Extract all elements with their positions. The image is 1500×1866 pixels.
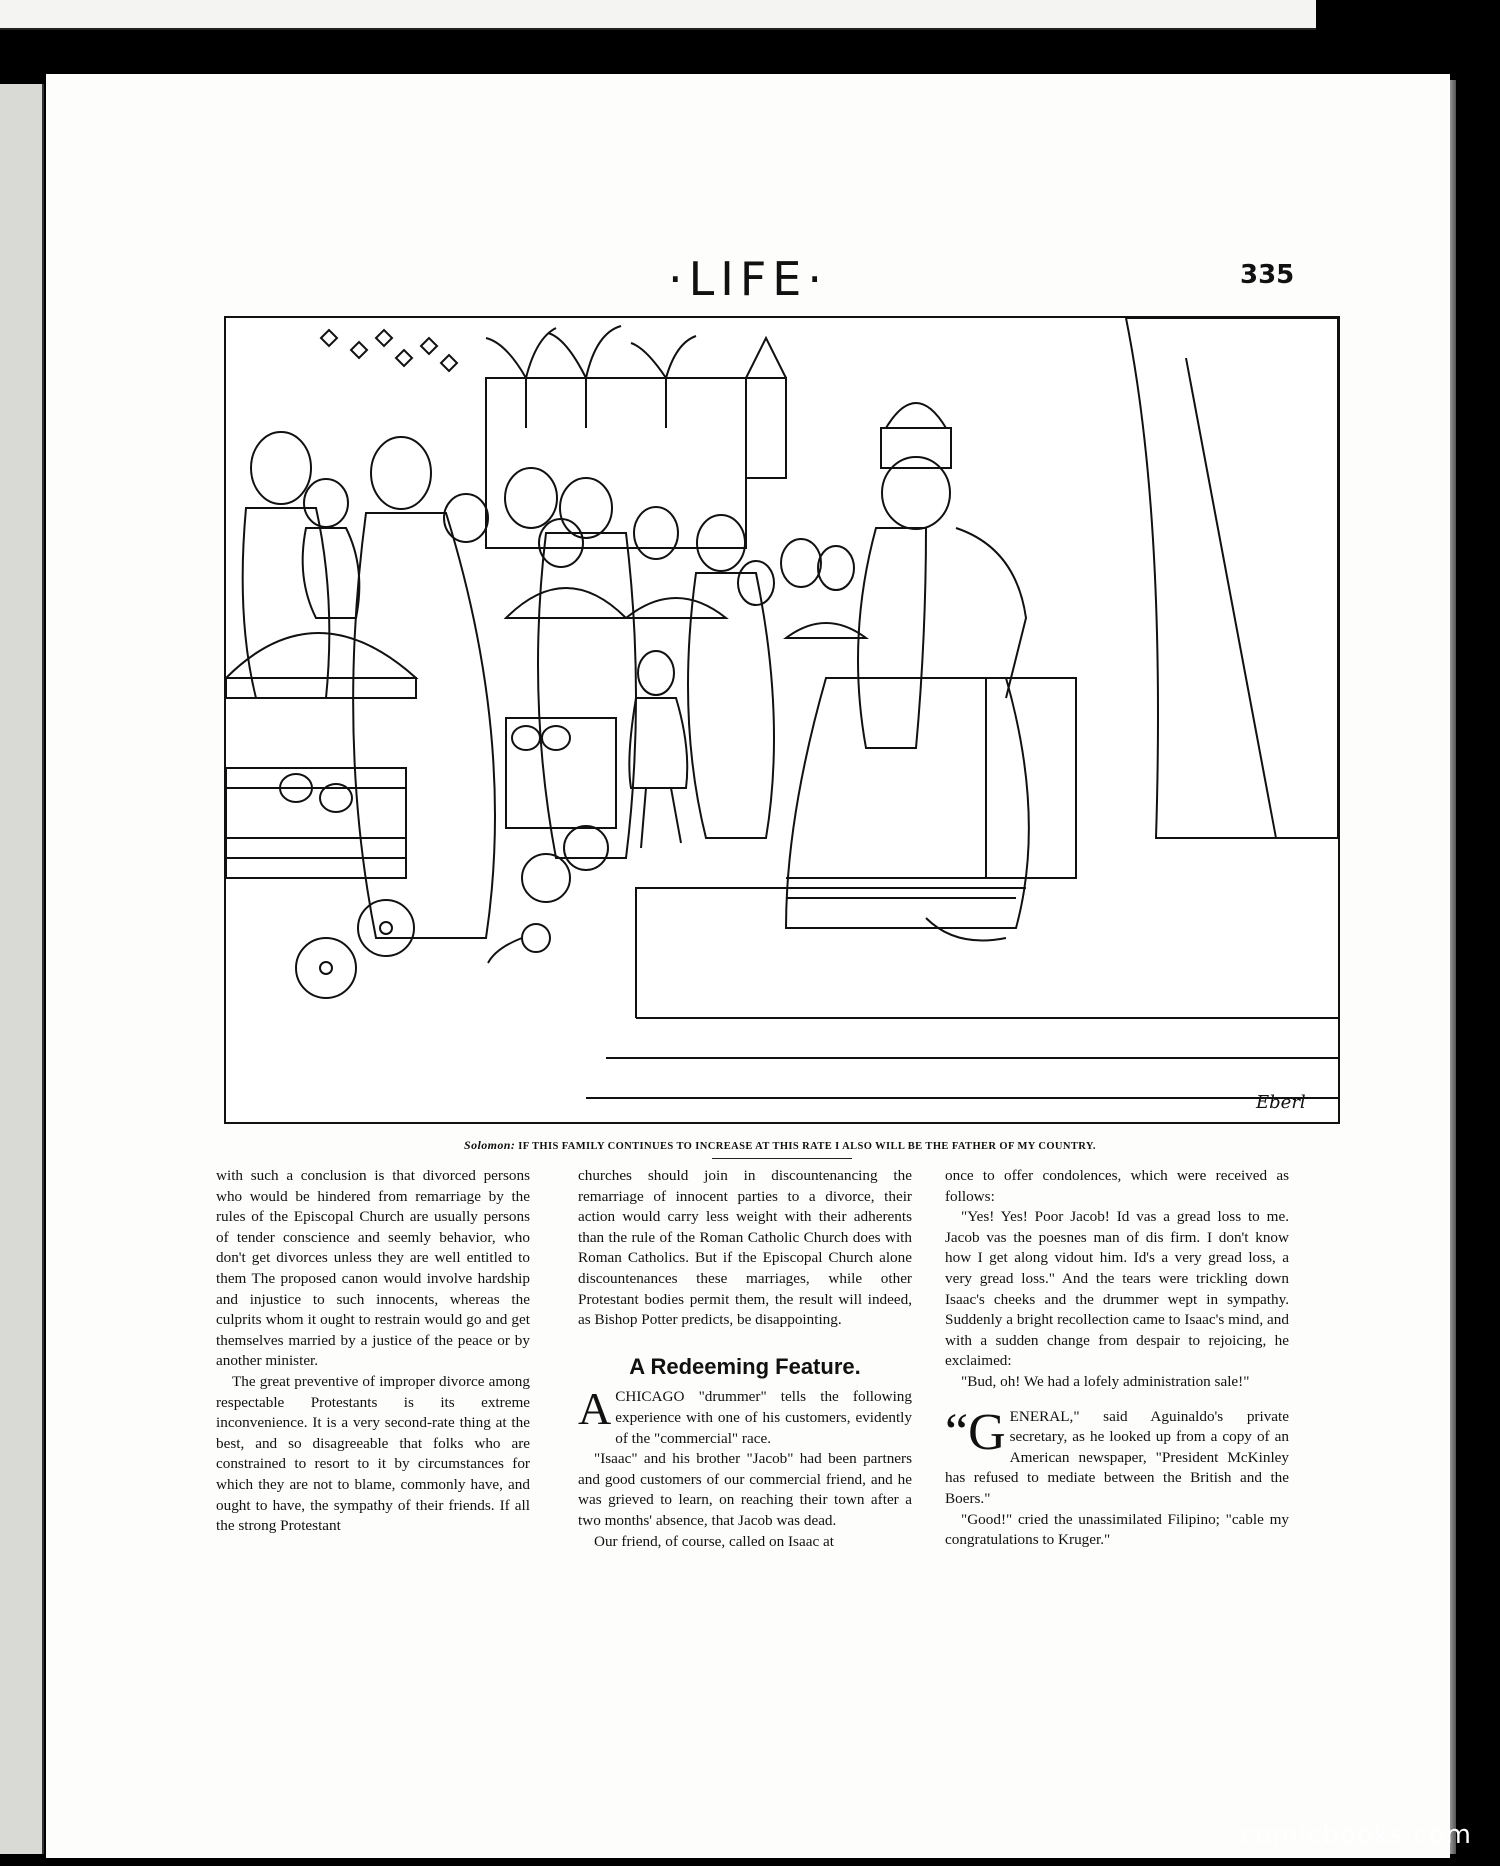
paragraph: "Bud, oh! We had a lofely administration sale!": [961, 1372, 1250, 1390]
cartoon-drawing: [226, 318, 1338, 1122]
text-column-1: [216, 1166, 530, 1537]
text-column-2: [578, 1166, 912, 1552]
text-column-3: [945, 1166, 1289, 1551]
paragraph: "Good!" cried the unassimilated Filipino; "cable my congratulations to Kruger.": [945, 1510, 1289, 1549]
paragraph: "Yes! Yes! Poor Jacob! Id vas a gread loss to me. Jacob vas the poesnes man of dis firm. I don't know how I get along vidout him. Id's a very gread loss, a very gread loss." And the tears were trickling down Isaac's cheeks and the drummer wept in sympathy. Suddenly a bright recollection came to Isaac's mind, and with a sudden change from despair to rejoicing, he exclaimed:: [945, 1208, 1289, 1370]
article-first-text: CHICAGO "drummer" tells the following experience with one of his customers, evidently of the "commercial" race.: [615, 1388, 912, 1447]
magazine-page: [46, 74, 1450, 1858]
caption-speaker: Solomon:: [464, 1138, 516, 1152]
drop-cap: “G: [945, 1403, 1006, 1461]
paragraph: with such a conclusion is that divorced persons who would be hindered from remarriage by the rules of the Episcopal Church are usually persons of tender conscience and seemly behavior, who don't get divorces unless they are well entitled to them The proposed canon would involve hardship and injustice to such innocents, whereas the culprits whom it ought to restrain would go and get themselves married by a justice of the peace or by another minister.: [216, 1167, 530, 1370]
joke-first-text: ENERAL," said Aguinaldo's private secretary, as he looked up from a copy of an American newspaper, "President McKinley has refused to mediate between the British and the Boers.": [945, 1407, 1289, 1507]
article-first-paragraph: [578, 1383, 912, 1449]
caption-rule: [712, 1158, 852, 1159]
caption-text: IF THIS FAMILY CONTINUES TO INCREASE AT THIS RATE I ALSO WILL BE THE FATHER OF MY COUNTRY.: [518, 1141, 1096, 1152]
watermark: comicbooks.com: [1240, 1820, 1472, 1850]
binding-margin: [0, 84, 44, 1854]
paragraph: "Isaac" and his brother "Jacob" had been partners and good customers of our commercial friend, and he was grieved to learn, on reaching their town after a two months' absence, that Jacob was dead.: [578, 1450, 912, 1529]
cartoon-caption: [224, 1138, 1336, 1153]
paragraph: churches should join in discountenancing the remarriage of innocent parties to a divorce, their action would carry less weight with their adherents than the rule of the Roman Catholic Church does with Roman Catholics. But if the Episcopal Church alone discountenances these marriages, while other Protestant bodies permit them, the result will indeed, as Bishop Potter predicts, be disappointing.: [578, 1167, 912, 1329]
cartoon-illustration: [224, 316, 1340, 1124]
article-title: A Redeeming Feature.: [629, 1353, 861, 1379]
paragraph: Our friend, of course, called on Isaac at: [594, 1532, 834, 1550]
drop-cap: A: [578, 1383, 612, 1435]
page-number: 335: [1240, 260, 1295, 290]
joke-first-paragraph: [945, 1403, 1289, 1510]
previous-page-strip: [0, 0, 1316, 30]
artist-signature: Eberl: [1256, 1092, 1306, 1113]
paragraph: The great preventive of improper divorce among respectable Protestants is its extreme inconvenience. It is a very second-rate thing at the best, and so disagreeable that folks who are constrained to resort to it by circumstances for which they are not to blame, commonly have, and ought to have, the sympathy of their friends. If all the strong Protestant: [216, 1372, 530, 1535]
paragraph: once to offer condolences, which were received as follows:: [945, 1167, 1289, 1205]
masthead: ·LIFE·: [668, 252, 828, 306]
